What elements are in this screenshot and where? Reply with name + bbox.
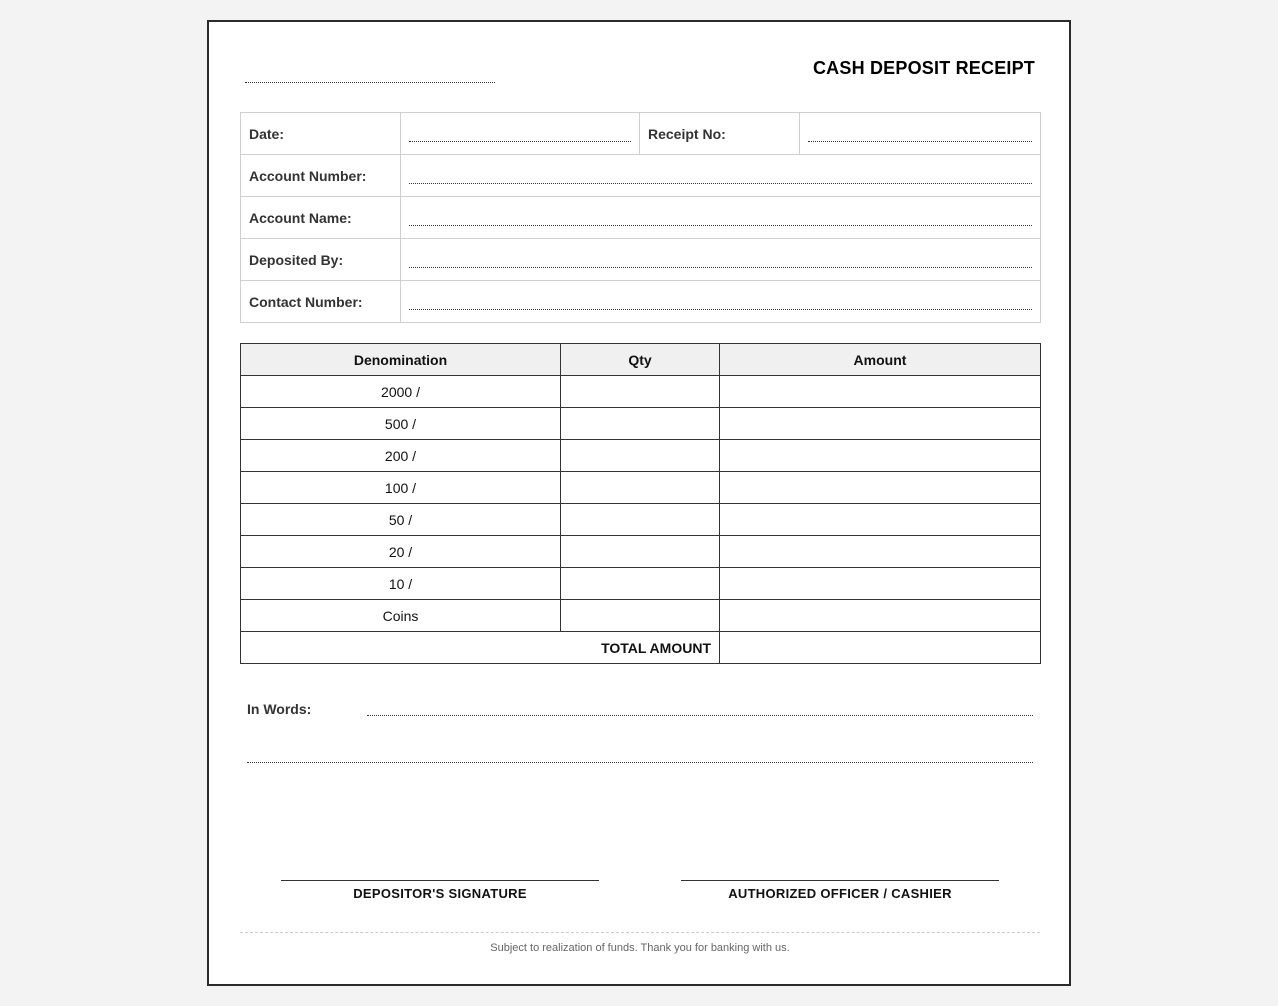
total-amount-cell[interactable] [720, 632, 1041, 664]
contact-number-field-line [409, 309, 1032, 310]
qty-cell[interactable] [561, 536, 720, 568]
account-number-field-line [409, 183, 1032, 184]
in-words-line-1[interactable] [367, 715, 1033, 716]
details-row-deposited-by [241, 239, 1041, 281]
contact-number-label: Contact Number: [241, 281, 401, 323]
table-row [241, 600, 1041, 632]
receipt-no-label: Receipt No: [640, 113, 800, 155]
header-qty: Qty [561, 344, 720, 376]
denomination-cell: 2000 / [241, 376, 561, 408]
qty-cell[interactable] [561, 408, 720, 440]
qty-cell[interactable] [561, 600, 720, 632]
total-row [241, 632, 1041, 664]
depositor-signature-line[interactable] [281, 880, 599, 881]
denomination-cell: 10 / [241, 568, 561, 600]
denomination-cell: 500 / [241, 408, 561, 440]
denomination-cell: 20 / [241, 536, 561, 568]
date-field-line [409, 141, 631, 142]
officer-signature-line[interactable] [681, 880, 999, 881]
denomination-header-row [241, 344, 1041, 376]
total-amount-label: TOTAL AMOUNT [241, 632, 720, 664]
depositor-signature-block [281, 880, 599, 901]
qty-cell[interactable] [561, 440, 720, 472]
account-name-field-line [409, 225, 1032, 226]
details-row-contact-number [241, 281, 1041, 323]
deposited-by-label: Deposited By: [241, 239, 401, 281]
header-amount: Amount [720, 344, 1041, 376]
officer-signature-label: AUTHORIZED OFFICER / CASHIER [728, 886, 952, 901]
amount-cell[interactable] [720, 568, 1041, 600]
footer-divider [240, 932, 1040, 933]
amount-cell[interactable] [720, 408, 1041, 440]
amount-cell[interactable] [720, 440, 1041, 472]
table-row [241, 568, 1041, 600]
page-title: CASH DEPOSIT RECEIPT [812, 58, 1035, 78]
account-number-label: Account Number: [241, 155, 401, 197]
date-label: Date: [241, 113, 401, 155]
header-denomination: Denomination [241, 344, 561, 376]
footer-note: Subject to realization of funds. Thank you for banking with us. [490, 942, 790, 954]
bank-name-line[interactable] [245, 82, 495, 83]
table-row [241, 376, 1041, 408]
qty-cell[interactable] [561, 568, 720, 600]
qty-cell[interactable] [561, 472, 720, 504]
deposited-by-field-line [409, 267, 1032, 268]
denomination-cell: 200 / [241, 440, 561, 472]
table-row [241, 440, 1041, 472]
depositor-signature-label: DEPOSITOR'S SIGNATURE [353, 886, 527, 901]
in-words-line-2[interactable] [247, 762, 1033, 763]
receipt-no-field-line [808, 141, 1032, 142]
table-row [241, 504, 1041, 536]
amount-cell[interactable] [720, 472, 1041, 504]
qty-cell[interactable] [561, 504, 720, 536]
account-name-field[interactable] [401, 197, 1041, 239]
details-row-account-name [241, 197, 1041, 239]
table-row [241, 408, 1041, 440]
amount-cell[interactable] [720, 376, 1041, 408]
account-number-field[interactable] [401, 155, 1041, 197]
account-name-label: Account Name: [241, 197, 401, 239]
denomination-cell: 100 / [241, 472, 561, 504]
denomination-table [240, 343, 1041, 664]
receipt-sheet [207, 20, 1071, 986]
amount-cell[interactable] [720, 504, 1041, 536]
details-row-date [241, 113, 1041, 155]
date-field[interactable] [401, 113, 640, 155]
table-row [241, 472, 1041, 504]
denomination-cell: 50 / [241, 504, 561, 536]
details-table [240, 112, 1041, 323]
table-row [241, 536, 1041, 568]
qty-cell[interactable] [561, 376, 720, 408]
amount-cell[interactable] [720, 536, 1041, 568]
amount-cell[interactable] [720, 600, 1041, 632]
receipt-no-field[interactable] [800, 113, 1041, 155]
details-row-account-number [241, 155, 1041, 197]
officer-signature-block [681, 880, 999, 901]
denomination-cell: Coins [241, 600, 561, 632]
deposited-by-field[interactable] [401, 239, 1041, 281]
in-words-label: In Words: [247, 701, 312, 717]
contact-number-field[interactable] [401, 281, 1041, 323]
